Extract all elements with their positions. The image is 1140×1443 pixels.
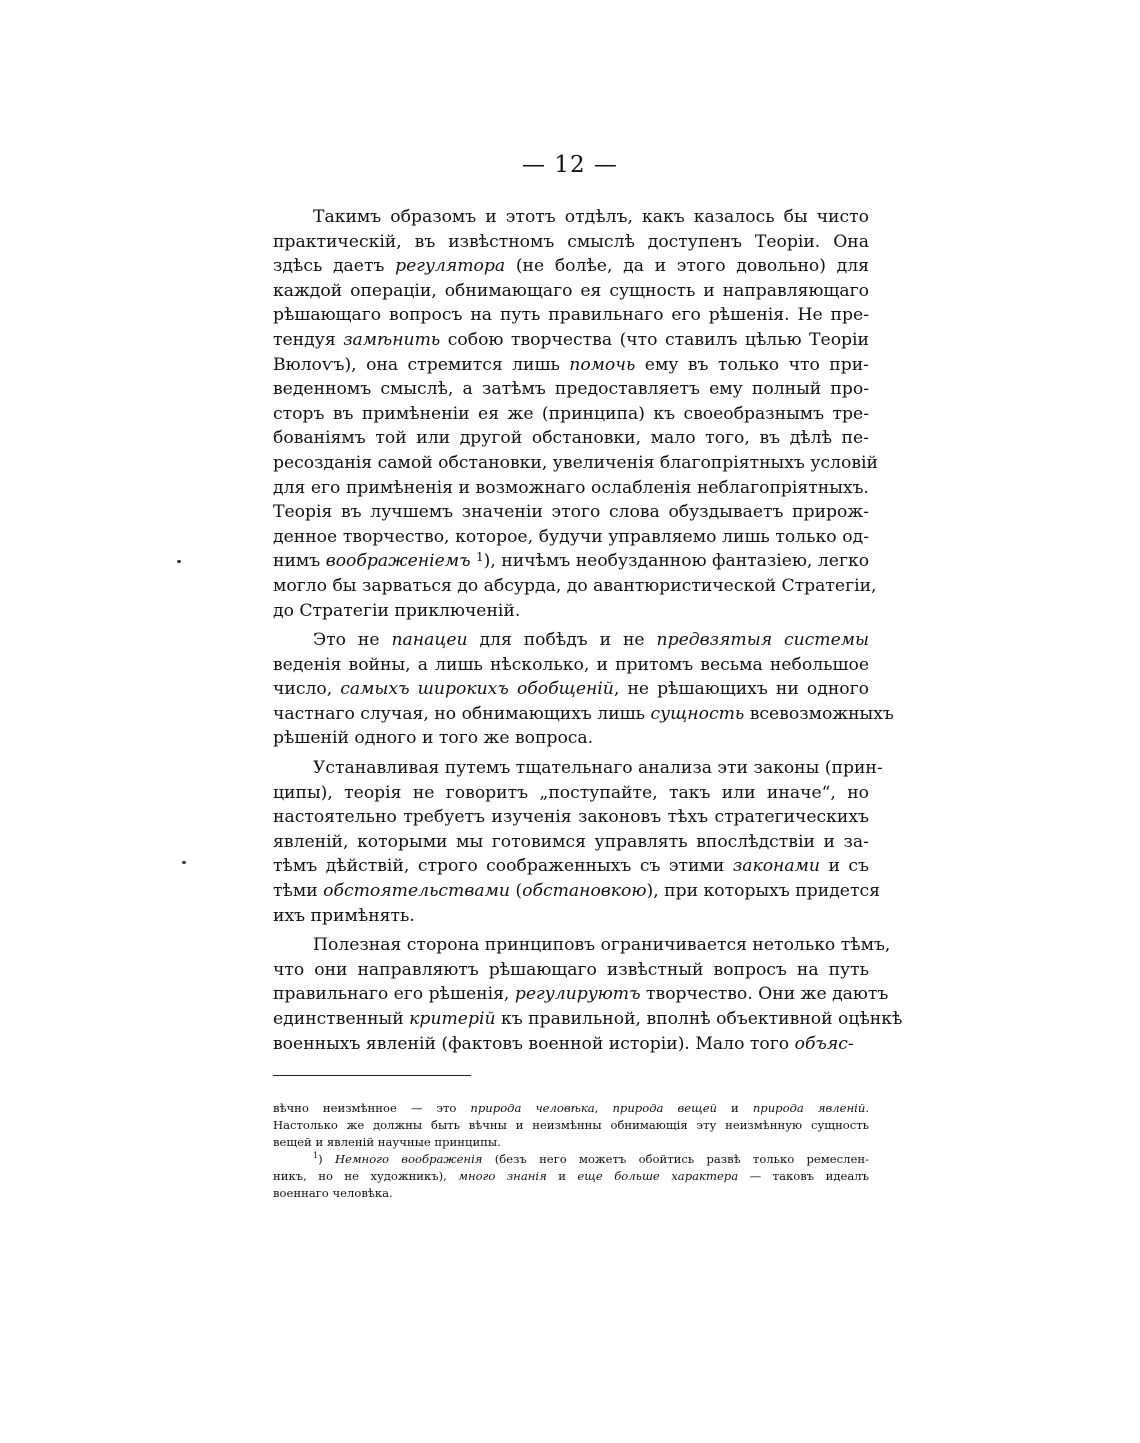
italic-run: еще больше характера xyxy=(577,1169,739,1183)
text-line xyxy=(273,1032,869,1057)
italic-run: природа вещей xyxy=(612,1101,718,1115)
text-line xyxy=(273,279,869,304)
text-run: тѣми xyxy=(273,881,324,902)
text-run: нимъ xyxy=(273,551,326,572)
text-line xyxy=(273,781,869,806)
text-run: сторъ въ примѣненіи ея же (принципа) къ своеобразнымъ тре- xyxy=(273,403,869,424)
text-run: и xyxy=(717,1101,753,1115)
text-run: . xyxy=(865,1101,870,1115)
text-run: рѣшающаго вопросъ на путь правильнаго его рѣшенія. Не пре- xyxy=(273,305,869,326)
italic-run: обстоятельствами xyxy=(323,881,510,902)
text-line xyxy=(273,1007,903,1032)
text-run: , не рѣшающихъ ни одного xyxy=(613,679,870,700)
text-run: Настолько же должны быть вѣчны и неизмѣнны обнимающія эту неизмѣнную сущность xyxy=(273,1118,869,1132)
footnote-divider xyxy=(273,1075,471,1076)
footnote-line xyxy=(273,1134,869,1151)
text-run: ) xyxy=(318,1152,335,1166)
text-line xyxy=(273,500,869,525)
text-line xyxy=(273,230,869,255)
text-run: , xyxy=(594,1101,613,1115)
text-run: (безъ него можетъ обойтись развѣ только ремеслен- xyxy=(482,1152,869,1166)
text-line xyxy=(273,254,869,279)
italic-run: воображеніемъ xyxy=(325,551,471,572)
text-run: вѣчно неизмѣнное — это xyxy=(273,1101,471,1115)
text-line xyxy=(273,451,878,476)
italic-run: самыхъ широкихъ обобщеній xyxy=(340,679,614,700)
text-line xyxy=(273,599,869,624)
text-run: Это не xyxy=(313,630,392,651)
text-run: веденномъ смыслѣ, а затѣмъ предоставляетъ ему полный про- xyxy=(273,379,869,400)
text-run: Вюлоѵъ), она стремится лишь xyxy=(273,354,570,375)
text-line xyxy=(273,933,891,958)
footnote xyxy=(273,1151,869,1202)
footnote-line xyxy=(273,1117,869,1134)
text-run: ресозданія самой обстановки, увеличенія благопріятныхъ условій xyxy=(273,452,878,473)
paragraph xyxy=(273,628,894,751)
text-run: и xyxy=(546,1169,578,1183)
text-run: для его примѣненія и возможнаго ослабленія неблагопріятныхъ. xyxy=(273,477,869,498)
text-run: никъ, но не художникъ), xyxy=(273,1169,459,1183)
text-run: Устанавливая путемъ тщательнаго анализа эти законы (прин- xyxy=(313,758,883,779)
text-line xyxy=(273,854,869,879)
italic-run: законами xyxy=(732,856,820,877)
text-line xyxy=(273,476,869,501)
text-run: ( xyxy=(509,881,523,902)
text-run: явленій, которыми мы готовимся управлять впослѣдствіи и за- xyxy=(273,831,869,852)
text-run: настоятельно требуетъ изученія законовъ тѣхъ стратегическихъ xyxy=(273,807,869,828)
text-run: Теорія въ лучшемъ значеніи этого слова обуздываетъ прирож- xyxy=(273,502,869,523)
italic-run: много знанія xyxy=(458,1169,547,1183)
text-run: могло бы зарваться до абсурда, до авантюристической Стратегіи, xyxy=(273,575,877,596)
text-run: военнаго человѣка. xyxy=(273,1186,393,1200)
text-run: каждой операціи, обнимающаго ея сущность и направляющаго xyxy=(273,280,869,301)
text-run: число, xyxy=(273,679,341,700)
italic-run: предвзятыя системы xyxy=(656,630,870,651)
paragraph xyxy=(273,205,878,623)
text-run: денное творчество, которое, будучи управляемо лишь только од- xyxy=(273,526,869,547)
text-line xyxy=(273,549,869,574)
text-run: — таковъ идеалъ xyxy=(738,1169,869,1183)
paragraph xyxy=(273,756,883,928)
footnote-marker: 1 xyxy=(476,550,484,565)
italic-run: регулятора xyxy=(395,256,506,277)
italic-run: объяс- xyxy=(794,1033,854,1054)
text-line xyxy=(273,805,869,830)
italic-run: сущность xyxy=(650,703,745,724)
paragraph xyxy=(273,933,903,1056)
footnote xyxy=(273,1100,869,1151)
text-run: бованіямъ той или другой обстановки, мало того, въ дѣлѣ пе- xyxy=(273,428,869,449)
footnote-line xyxy=(273,1185,869,1202)
text-line xyxy=(273,702,894,727)
text-line xyxy=(273,574,877,599)
text-line xyxy=(273,958,869,983)
text-run: веденія войны, а лишь нѣсколько, и притомъ весьма небольшое xyxy=(273,654,869,675)
italic-run: обстановкою xyxy=(522,881,647,902)
italic-run: Немного воображенія xyxy=(334,1152,483,1166)
text-line xyxy=(273,904,869,929)
text-run: до Стратегіи приключеній. xyxy=(273,600,521,621)
text-run: (не болѣе, да и этого довольно) для xyxy=(505,256,869,277)
text-run: Полезная сторона принциповъ ограничивается нетолько тѣмъ, xyxy=(313,935,891,956)
text-run: здѣсь даетъ xyxy=(273,256,396,277)
text-run: собою творчества (что ставилъ цѣлью Теоріи xyxy=(440,329,869,350)
text-run: тѣмъ дѣйствій, строго соображенныхъ съ этими xyxy=(273,856,733,877)
text-run: вещей и явленій научные принципы. xyxy=(273,1135,501,1149)
text-line xyxy=(273,328,869,353)
text-run: Такимъ образомъ и этотъ отдѣлъ, какъ казалось бы чисто xyxy=(313,207,869,227)
text-run: правильнаго его рѣшенія, xyxy=(273,984,515,1005)
text-run: рѣшеній одного и того же вопроса. xyxy=(273,728,594,749)
italic-run: замѣнить xyxy=(343,329,441,350)
scan-speck xyxy=(182,861,186,864)
text-line xyxy=(273,830,869,855)
text-run: что они направляютъ рѣшающаго извѣстный вопросъ на путь xyxy=(273,959,869,980)
text-line xyxy=(273,426,869,451)
scan-speck xyxy=(177,560,181,563)
footnotes xyxy=(273,1100,869,1202)
text-run: и съ xyxy=(819,856,869,877)
italic-run: природа явленій xyxy=(752,1101,866,1115)
text-run: частнаго случая, но обнимающихъ лишь xyxy=(273,703,651,724)
italic-run: панацеи xyxy=(391,630,468,651)
text-run: ), ничѣмъ необузданною фантазіею, легко xyxy=(483,551,870,572)
text-line xyxy=(273,628,869,653)
text-run: творчество. Они же даютъ xyxy=(640,984,889,1005)
footnote-line xyxy=(273,1151,869,1168)
text-line xyxy=(273,982,889,1007)
italic-run: помочь xyxy=(569,354,636,375)
text-run: ему въ только что при- xyxy=(635,354,869,375)
footnote-line xyxy=(273,1168,869,1185)
text-run: для побѣдъ и не xyxy=(467,630,657,651)
text-run: къ правильной, вполнѣ объективной оцѣнкѣ xyxy=(495,1009,903,1029)
text-line xyxy=(273,879,880,904)
text-run: ихъ примѣнять. xyxy=(273,905,415,926)
italic-run: регулируютъ xyxy=(514,984,641,1005)
text-line xyxy=(273,402,869,427)
text-run: всевозможныхъ xyxy=(744,703,894,724)
text-line xyxy=(273,726,869,751)
text-run: тендуя xyxy=(273,329,344,350)
footnote-marker: 1 xyxy=(313,1150,319,1160)
page-number: — 12 — xyxy=(522,152,618,178)
text-line xyxy=(273,677,869,702)
text-run: практическій, въ извѣстномъ смыслѣ доступенъ Теоріи. Она xyxy=(273,231,869,252)
text-line xyxy=(273,205,869,230)
text-run: военныхъ явленій (фактовъ военной исторіи). Мало того xyxy=(273,1033,795,1054)
text-line xyxy=(273,377,869,402)
main-text xyxy=(273,205,903,1056)
text-line xyxy=(273,303,869,328)
text-line xyxy=(273,525,869,550)
text-line xyxy=(273,353,869,378)
text-run: ), при которыхъ придется xyxy=(646,881,880,902)
italic-run: природа человѣка xyxy=(470,1101,595,1115)
text-run: единственный xyxy=(273,1009,410,1029)
italic-run: критерій xyxy=(409,1009,496,1029)
footnote-line xyxy=(273,1100,869,1117)
text-run: ципы), теорія не говоритъ „поступайте, такъ или иначе“, но xyxy=(273,782,869,803)
text-line xyxy=(273,756,883,781)
text-line xyxy=(273,653,869,678)
